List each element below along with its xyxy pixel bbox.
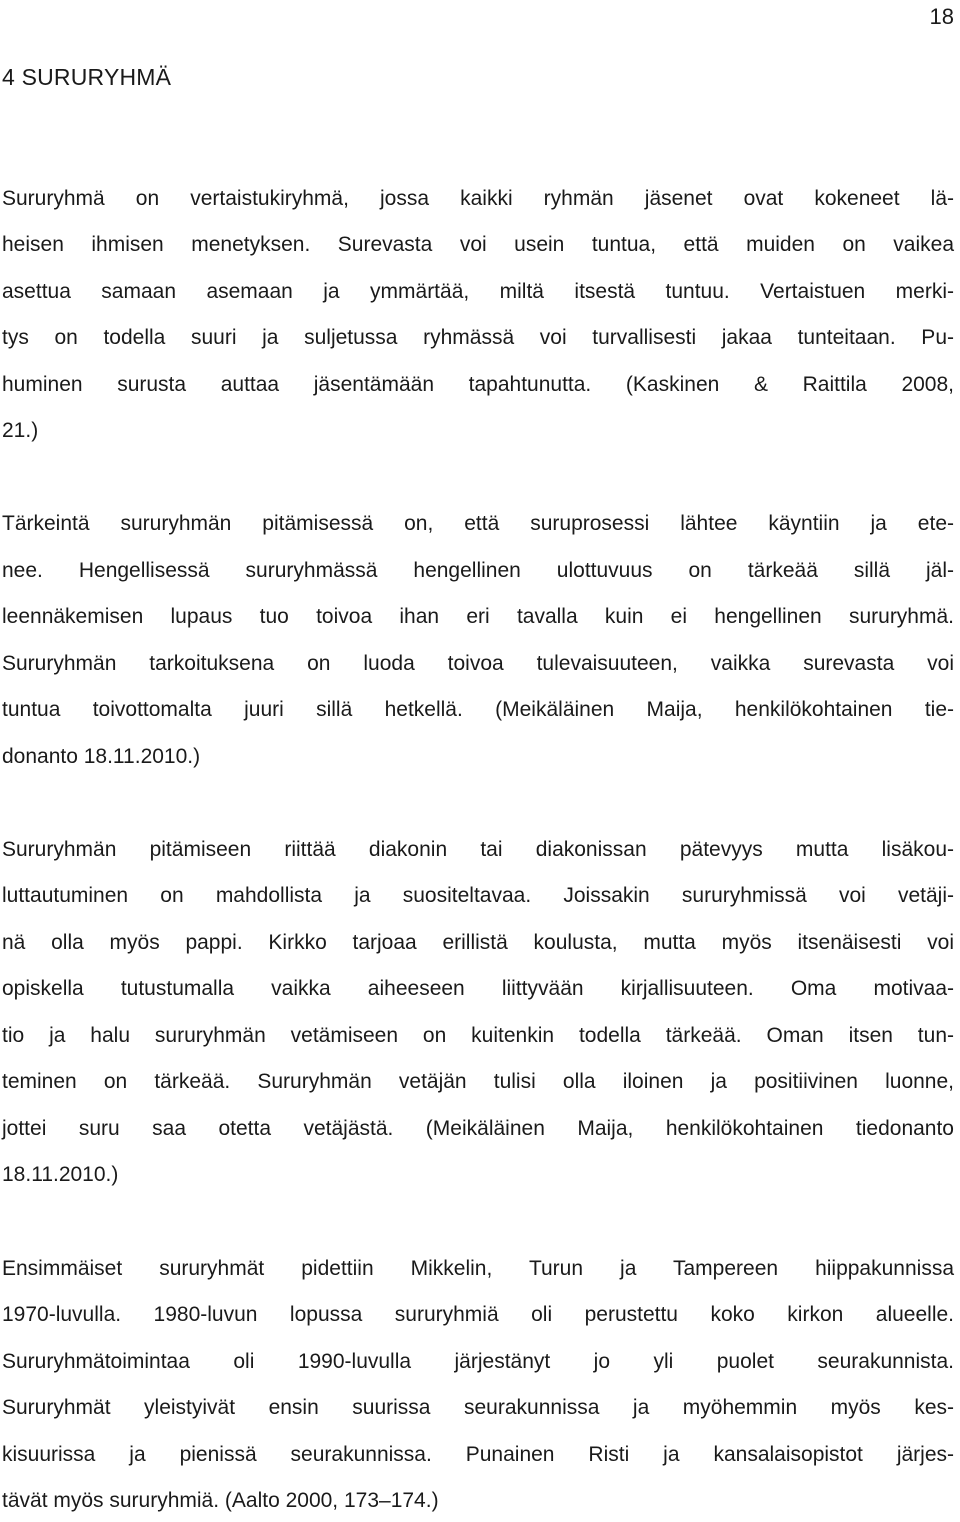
text-line: 1970-luvulla. 1980-luvun lopussa sururyhmiä oli perustettu koko kirkon alueelle. bbox=[2, 1303, 954, 1326]
text-line: asettua samaan asemaan ja ymmärtää, miltä itsestä tuntuu. Vertaistuen merki- bbox=[2, 280, 954, 303]
page-number: 18 bbox=[929, 4, 954, 29]
text-line: Tärkeintä sururyhmän pitämisessä on, että suruprosessi lähtee käyntiin ja ete- bbox=[2, 512, 954, 535]
text-line: Sururyhmän tarkoituksena on luoda toivoa tulevaisuuteen, vaikka surevasta voi bbox=[2, 652, 954, 675]
text-line: Sururyhmä on vertaistukiryhmä, jossa kaikki ryhmän jäsenet ovat kokeneet lä- bbox=[2, 187, 954, 210]
text-line: Sururyhmät yleistyivät ensin suurissa seurakunnissa ja myöhemmin myös kes- bbox=[2, 1396, 954, 1419]
text-line: 21.) bbox=[2, 419, 39, 442]
text-line: opiskella tutustumalla vaikka aiheeseen liittyvään kirjallisuuteen. Oma motivaa- bbox=[2, 977, 954, 1000]
text-line: Ensimmäiset sururyhmät pidettiin Mikkelin, Turun ja Tampereen hiippakunnissa bbox=[2, 1257, 954, 1280]
text-line: leennäkemisen lupaus tuo toivoa ihan eri tavalla kuin ei hengellinen sururyhmä. bbox=[2, 605, 954, 628]
chapter-heading: 4 SURURYHMÄ bbox=[2, 64, 172, 90]
text-line: tävät myös sururyhmiä. (Aalto 2000, 173–174.) bbox=[2, 1489, 439, 1512]
text-line: heisen ihmisen menetyksen. Surevasta voi usein tuntua, että muiden on vaikea bbox=[2, 233, 954, 256]
text-line: tio ja halu sururyhmän vetämiseen on kuitenkin todella tärkeää. Oman itsen tun- bbox=[2, 1024, 954, 1047]
text-line: donanto 18.11.2010.) bbox=[2, 745, 201, 768]
text-line: tuntua toivottomalta juuri sillä hetkellä. (Meikäläinen Maija, henkilökohtainen tie- bbox=[2, 698, 954, 721]
text-line: kisuurissa ja pienissä seurakunnissa. Punainen Risti ja kansalaisopistot järjes- bbox=[2, 1443, 954, 1466]
text-line: nä olla myös pappi. Kirkko tarjoaa erillistä koulusta, mutta myös itsenäisesti voi bbox=[2, 931, 954, 954]
text-line: nee. Hengellisessä sururyhmässä hengellinen ulottuvuus on tärkeää sillä jäl- bbox=[2, 559, 954, 582]
text-line: teminen on tärkeää. Sururyhmän vetäjän tulisi olla iloinen ja positiivinen luonne, bbox=[2, 1070, 954, 1093]
text-line: Sururyhmätoimintaa oli 1990-luvulla järjestänyt jo yli puolet seurakunnista. bbox=[2, 1350, 954, 1373]
text-line: 18.11.2010.) bbox=[2, 1163, 119, 1186]
text-line: luttautuminen on mahdollista ja suositeltavaa. Joissakin sururyhmissä voi vetäji- bbox=[2, 884, 954, 907]
text-line: huminen surusta auttaa jäsentämään tapahtunutta. (Kaskinen & Raittila 2008, bbox=[2, 373, 954, 396]
text-line: jottei suru saa otetta vetäjästä. (Meikäläinen Maija, henkilökohtainen tiedonanto bbox=[2, 1117, 954, 1140]
text-line: Sururyhmän pitämiseen riittää diakonin tai diakonissan pätevyys mutta lisäkou- bbox=[2, 838, 954, 861]
text-line: tys on todella suuri ja suljetussa ryhmässä voi turvallisesti jakaa tunteitaan. Pu- bbox=[2, 326, 954, 349]
